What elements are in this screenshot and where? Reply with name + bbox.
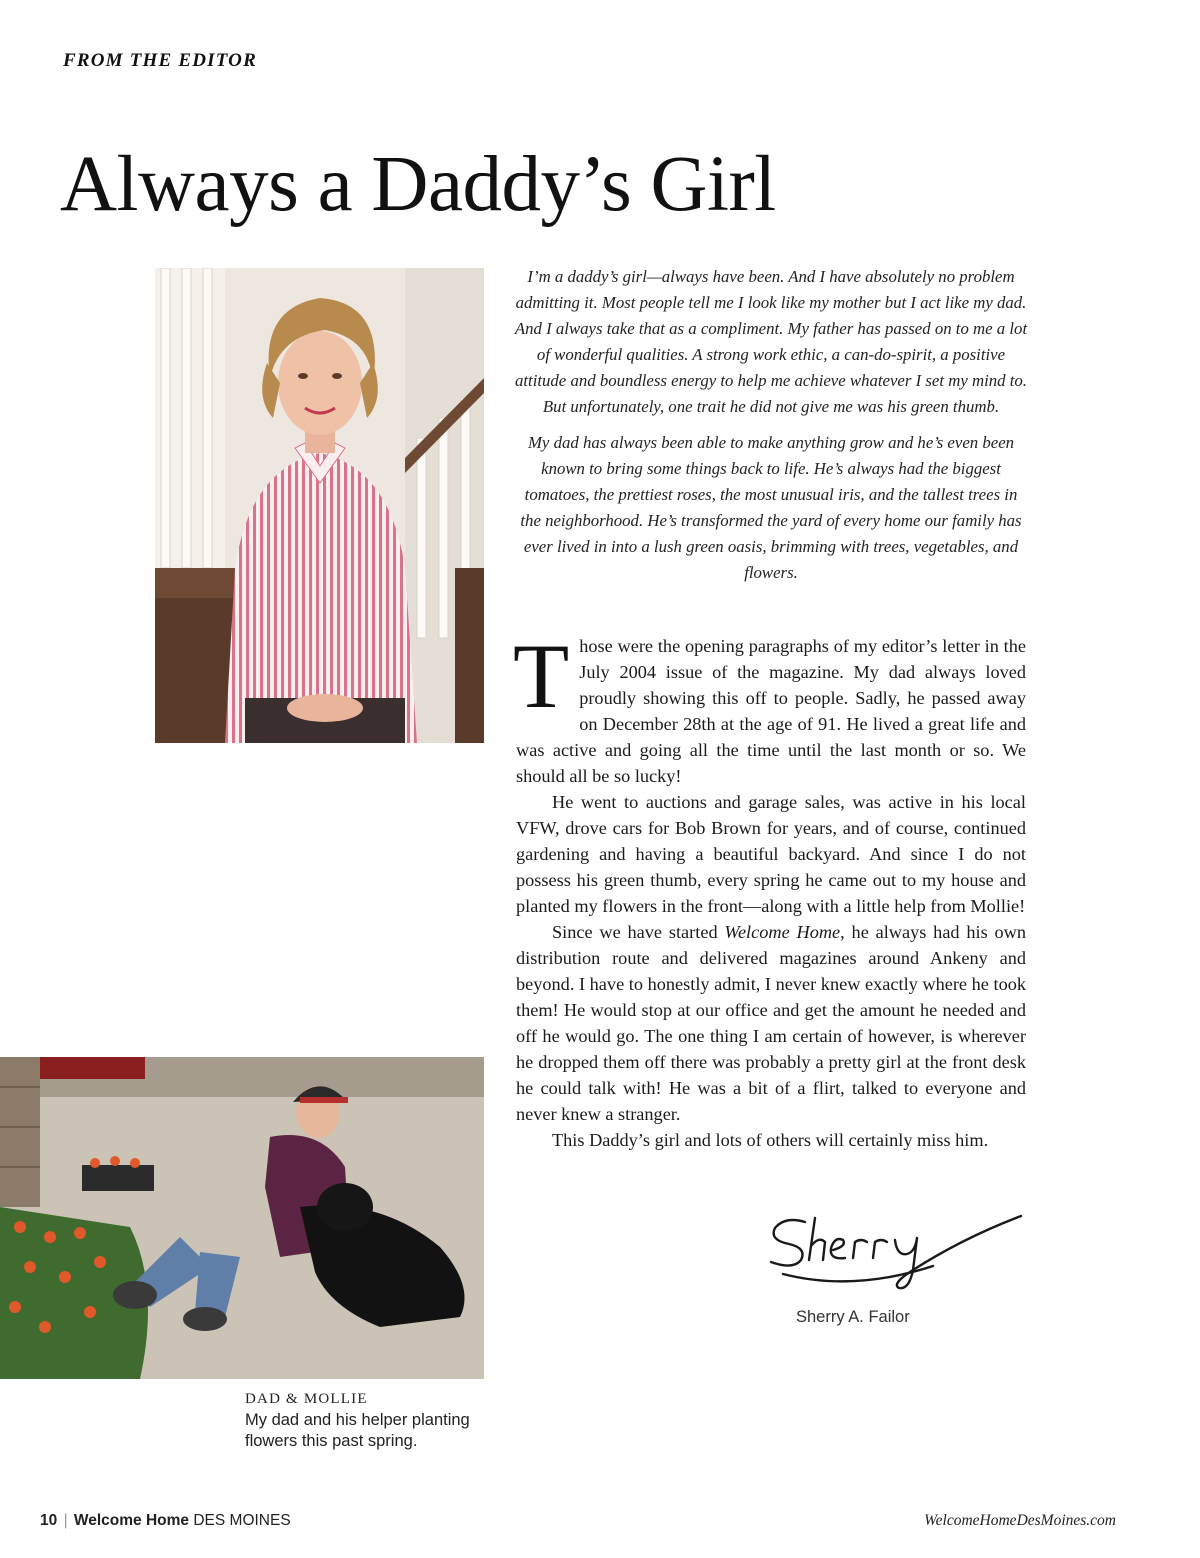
body-paragraph-3 (516, 919, 1026, 1127)
dad-photo-illustration (0, 1057, 484, 1379)
photo-caption (245, 1389, 505, 1452)
signature (763, 1208, 1025, 1300)
magazine-name: Welcome Home (724, 922, 841, 942)
article-title: Always a Daddy’s Girl (60, 141, 776, 228)
body-paragraph-3-start: Since we have started (552, 922, 725, 942)
footer-separator: | (63, 1512, 68, 1529)
editor-photo-illustration (155, 268, 484, 743)
intro-paragraph-2: My dad has always been able to make anything grow and he’s even been known to bring some things back to life. He’s always had the biggest tomatoes, the prettiest roses, the most unusual iris, and the tallest trees in the neighborhood. He’s transformed the yard of every home our family has ever lived in into a lush green oasis, brimming with trees, vegetables, and flowers. (520, 433, 1022, 582)
intro-quote (513, 264, 1029, 596)
editor-photo (155, 268, 484, 743)
website-url: WelcomeHomeDesMoines.com (924, 1512, 1116, 1529)
body-paragraph-4: This Daddy’s girl and lots of others will certainly miss him. (552, 1130, 989, 1150)
magazine-brand: Welcome Home (73, 1512, 190, 1529)
page-number: 10 (40, 1512, 58, 1529)
drop-cap: T (513, 625, 570, 727)
body-paragraph-1 (513, 625, 1026, 789)
article-body (513, 625, 1026, 1153)
magazine-city: DES MOINES (193, 1512, 291, 1529)
section-label: FROM THE EDITOR (63, 50, 257, 71)
intro-paragraph-1: I’m a daddy’s girl—always have been. And I have absolutely no problem admitting it. Most people tell me I look like my mother but I act like my dad. And I always take that as a compliment. My father has passed on to me a lot of wonderful qualities. A strong work ethic, a can-do-spirit, a positive attitude and boundless energy to help me achieve whatever I set my mind to. But unfortunately, one trait he did not give me was his green thumb. (514, 267, 1028, 416)
page-footer (40, 1512, 291, 1530)
body-paragraph-2: He went to auctions and garage sales, was active in his local VFW, drove cars for Bob Brown for years, and of course, continued gardening and having a beautiful backyard. And since I do not possess his green thumb, every spring he came out to my house and planted my flowers in the front—along with a little help from Mollie! (516, 792, 1026, 916)
body-paragraph-1-text: hose were the opening paragraphs of my editor’s letter in the July 2004 issue of the magazine. My dad always loved proudly showing this off to people. Sadly, he passed away on December 28th at the age of 91. He lived a great life and was active and going all the time until the last month or so. We should all be so lucky! (516, 636, 1026, 786)
caption-text: My dad and his helper planting flowers this past spring. (245, 1411, 470, 1450)
signer-name: Sherry A. Failor (796, 1308, 910, 1326)
caption-heading: DAD & MOLLIE (245, 1391, 368, 1407)
dad-and-mollie-photo (0, 1057, 484, 1379)
body-paragraph-3-rest: , he always had his own distribution route and delivered magazines around Ankeny and beyond. I have to honestly admit, I never knew exactly where he took them! He would stop at our office and get the amount he needed and off he would go. The one thing I am certain of however, is wherever he dropped them off there was probably a pretty girl at the front desk he could talk with! He was a bit of a flirt, talked to everyone and never knew a stranger. (516, 922, 1026, 1124)
